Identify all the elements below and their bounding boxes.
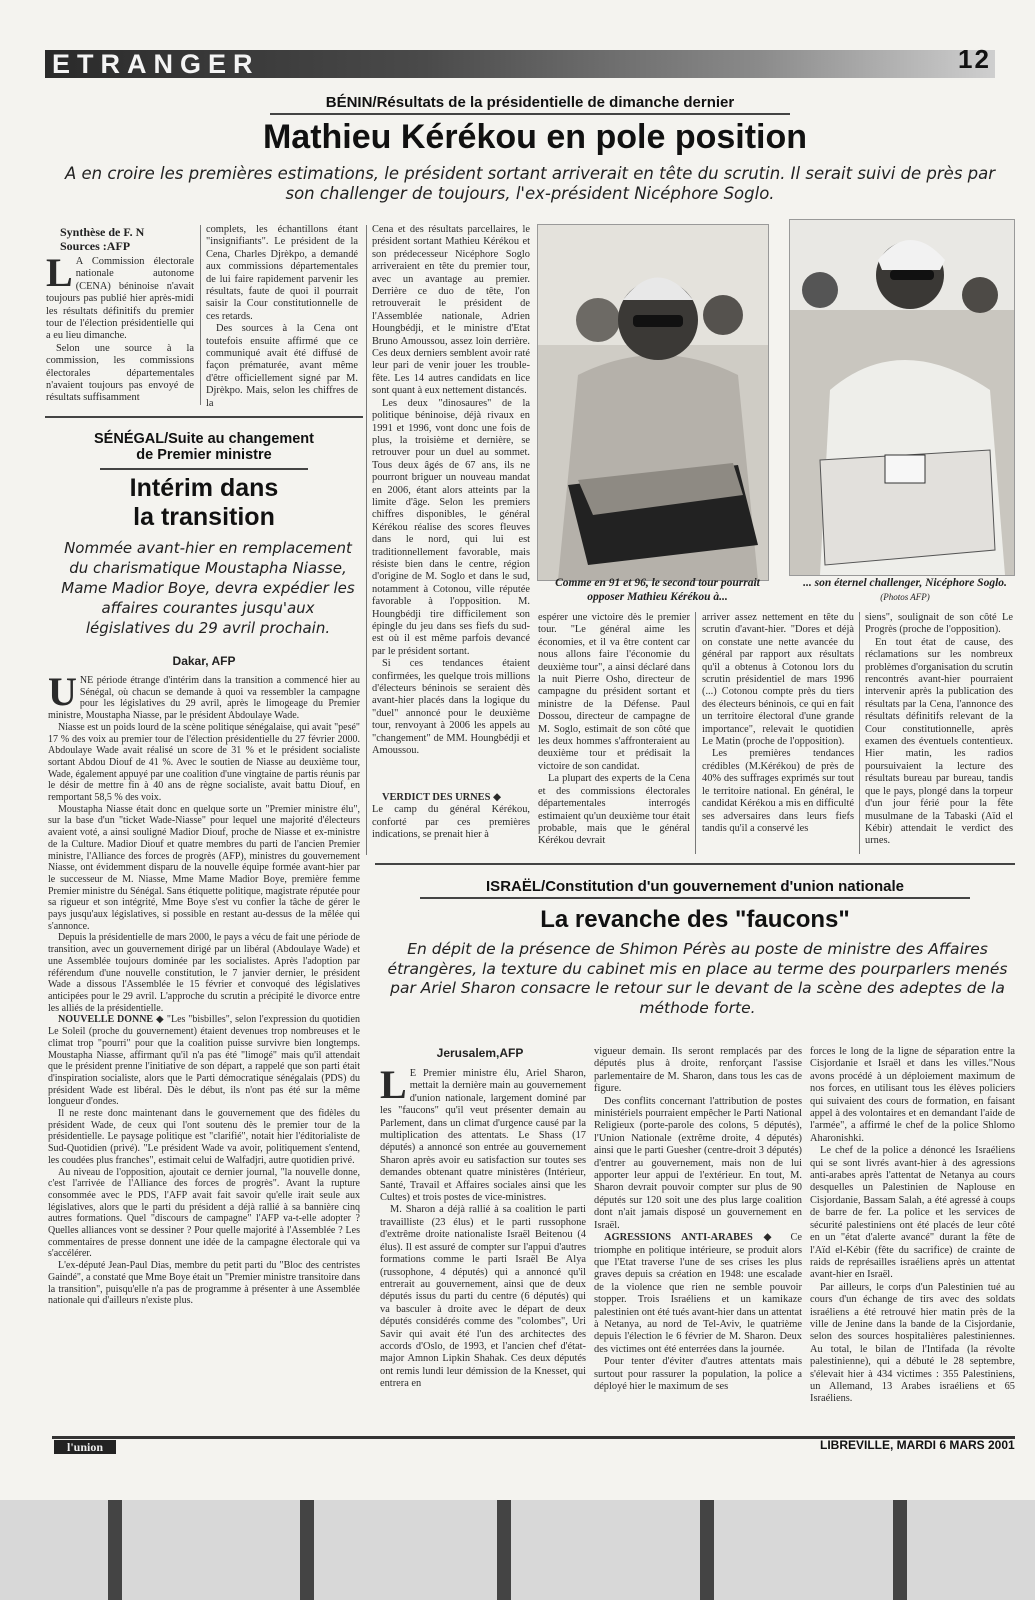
senegal-headline-line-1: Intérim dans (129, 474, 279, 502)
soglo-caption-text: ... son éternel challenger, Nicéphore Soglo. (803, 577, 1007, 589)
paragraph: "Les "bisbilles", selon l'expression du quotidien Le Soleil (proche du gouvernement) étaient devenues trop nombreuses et le climat trop "pourri" pour que la coalition puisse survivre bien longtemps. Moustapha Niasse, affirmant qu'il n'a pas été "limogé" mais qu'il attendait que le président prenne l'initiative de son départ, a rappelé que son parti était d'inspiration socialiste, alors que le Parti démocratique sénégalais (PDS) du président Wade est libéral. Dès le début, ils n'ont pas été sur la même longueur d'ondes. (48, 1014, 360, 1108)
scan-shadow (700, 1500, 714, 1600)
scan-shadow (108, 1500, 122, 1600)
subhead-verdict: VERDICT DES URNES (382, 792, 491, 803)
paragraph: M. Sharon a déjà rallié à sa coalition le parti travailliste (23 élus) et le parti russophone d'extrême droite nationaliste Israël Beitenou (4 élus). Il est assuré de compter sur l'appui d'autres formations comme le parti Israël Be Alya (russophone, 4 députés) qui a annoncé qu'il entrerait au gouvernement, ainsi que de deux députés issus du parti du centre (6 députés) qui va basculer à droite avec le départ de deux députés considérés comme des "colombes", Uri Savir qui avait été l'un des architectes des accords d'Oslo, de 1993, et l'ancien chef d'état-major Amnon Lipkin Shahak. Ces deux députés ont remis lundi leur démission de la Knesset, qui entrera en (380, 1204, 586, 1390)
paragraph: Les deux "dinosaures" de la politique béninoise, déjà rivaux en 1991 et 1996, vont donc une fois de plus, la troisième et dernière, se retrouver pour un duel au sommet. Tous deux âgés de 67 ans, ils ne pourront briguer un nouveau mandat en 2006, étant alors atteints par la limite d'âge. Selon les premiers chiffres disponibles, le général Kérékou réalise des scores fleuves dans le nord, qui lui est traditionnellement favorable, mais résiste bien dans le centre, région d'origine de M. Soglo et dans le sud, notamment à Cotonou, ville réputée favorable à l'opposition. M. Houngbédji tire difficilement son épingle du jeu dans ses fiefs du sud-est où il est même parfois devancé par le président sortant. (372, 397, 530, 657)
paragraph: Cena et des résultats parcellaires, le président sortant Mathieu Kérékou et son prédecesseur Nicéphore Soglo arriveraient en tête du premier tour, avec un avantage au premier. Derrière ce duo de tête, l'on retrouverait le président de l'Assemblée nationale, Adrien Houngbédji, et le ministre d'Etat Bruno Amoussou, assez loin derrière. Ces deux derniers semblent avoir raté leur pari de venir jouer les trouble-fête. Les 14 autres candidats en lice sont quant à eux nettement distancés. (372, 224, 530, 397)
scan-shadow (300, 1500, 314, 1600)
column-divider (200, 225, 201, 405)
paragraph: UNE période étrange d'intérim dans la transition a commencé hier au Sénégal, où chacun se demande à quoi va ressembler la campagne pour les législatives du 29 avril, après le limogeage du Premier ministre, Moustapha Niasse, par le président Abdoulaye Wade. (48, 669, 360, 722)
kerekou-photo (537, 224, 769, 581)
israel-dateline: Jerusalem,AFP (436, 1046, 524, 1060)
kerekou-photo-caption: Comme en 91 et 96, le second tour pourrait opposer Mathieu Kérékou à... (555, 577, 760, 603)
senegal-dateline: Dakar, AFP (172, 654, 236, 668)
senegal-deck: Nommée avant-hier en remplacement du charismatique Moustapha Niasse, Mame Madior Boye, devra expédier les affaires courantes jusqu'aux législatives du 29 avril prochain. (61, 539, 355, 637)
paragraph: Niasse est un poids lourd de la scène politique sénégalaise, qui avait "pesé" 17 % des voix au premier tour de l'élection présidentielle du 27 février 2000. Abdoulaye Wade avait réalisé un score de 31 % et le président socialiste sortant Abdou Diouf de 41 %. Avec le soutien de Niasse au deuxième tour, Wade, également appuyé par une coalition d'une vingtaine de partis réunis par le désir de mettre fin à 40 ans de règne socialiste, avait battu Diouf, en remportant 58,5 % des voix. (48, 721, 360, 804)
senegal-kicker-rule (100, 468, 308, 470)
paragraph: complets, les échantillons étant "insignifiants". Le président de la Cena, Charles Djrèkpo, a demandé aux commissions départementales de lui faire rapidement parvenir les résultats, faute de quoi il pourrait saisir la Cour constitutionnelle de ces retards. (206, 224, 358, 322)
subhead-nouvelle-donne: NOUVELLE DONNE (58, 1014, 154, 1026)
israel-headline: La revanche des "faucons" (540, 906, 850, 933)
benin-deck: A en croire les premières estimations, le président sortant arriverait en tête du scrutin. Il serait suivi de près par son challenger de toujours, l'ex-président Nicéphore Soglo. (64, 164, 996, 203)
israel-column-2: vigueur demain. Ils seront remplacés par des députés plus à droite, renforçant l'assise parlementaire de M. Sharon, dans tous les cas de figure. Des conflits concernant l'attribution de postes ministériels pourraient empêcher le Parti National Religieux (porte-parole des colons, 5 députés), l'Union Nationale (extrême droite, 4 députés) ainsi que le parti Guesher (centre-droit 3 députés) d'entrer au gouvernement, mais non de lui apporter leur appui de l'extérieur. En tout, M. Sharon devrait pouvoir compter sur plus de 90 députés sur 120 soit une des plus large coalition dont n'ait jamais disposé un gouvernement en Israël. AGRESSIONS ANTI-ARABES ◆ Ce triomphe en politique intérieure, se produit alors que l'Etat traverse l'une de ses crises les plus graves depuis sa création en 1948: une escalade de la violence que rien ne semble pouvoir stopper. Trois Israéliens et un kamikaze palestinien ont été tués avant-hier dans un attentat à Netanya, au nord de Tel-Aviv, le quatrième depuis l'élection le 6 février de M. Sharon. Deux des victimes ont été enterrées dans la journée. Pour tenter d'éviter d'autres attentats mais surtout pour rassurer la population, la police a déployé hier le maximum de ses (594, 1046, 803, 1392)
israel-column-3 (810, 1046, 1015, 1405)
israel-top-rule (375, 863, 1015, 865)
paragraph: Selon une source à la commission, les commissions électorales départementales n'avaient toujours pas envoyé de résultats suffisamment (46, 342, 194, 404)
senegal-headline (45, 474, 363, 532)
senegal-kicker-line-2: de Premier ministre (136, 447, 272, 463)
senegal-body: UNE période étrange d'intérim dans la transition a commencé hier au Sénégal, où chacun se demande à quoi va ressembler la campagne pour les législatives du 29 avril, après le limogeage du Premier ministre, Moustapha Niasse, par le président Abdoulaye Wade. Niasse est un poids lourd de la scène politique sénégalaise, qui avait "pesé" 17 % des voix au premier tour de l'élection présidentielle du 27 février 2000. Abdoulaye Wade avait réalisé un score de 31 % et le président socialiste sortant Abdou Diouf de 41 %. Avec le soutien de Niasse au deuxième tour, Wade, également appuyé par une coalition d'une vingtaine de partis réunis par le désir de mettre fin à 40 ans de règne socialiste, avait battu Diouf, en remportant 58,5 % des voix. Moustapha Niasse était donc en quelque sorte un "Premier ministre élu", sur la base d'un "ticket Wade-Niasse" pour lequel une majorité d'électeurs avaient voté, a ainsi souligné Madior Diouf, proche de Niasse et ex-ministre de la Culture. Madior Diouf et quatre membres du parti de l'ancien Premier ministre, l'Alliance des forces de progrès (AFP), ministres du gouvernement Niasse, ont évidemment disparu de la nouvelle équipe formée avant-hier par le successeur de M. Niasse, Mme Mame Madior Boye, première femme Premier ministre du Sénégal. Sans étiquette politique, magistrate réputée pour sa rigueur et son intégrité, Mme Boye s'est vu confier la tâche de gérer le pays jusqu'aux législatives, si possible en restant au-dessus de la mêlée qui s'annonce. Depuis la présidentielle de mars 2000, le pays a vécu de fait une période de transition, avec un gouvernement dirigé par un libéral (Abdoulaye Wade) et une Assemblée toujours dominée par les socialistes. Après l'adoption par référendum d'une nouvelle constitution, le 7 janvier dernier, le président Wade a dissous l'Assemblée le 15 février et convoqué des législatives anticipées pour le 29 avril. L'approche du scrutin a précipité le divorce entre les alliés de la présidentielle. NOUVELLE DONNE ◆ "Les "bisbilles", selon l'expression du quotidien Le Soleil (proche du gouvernement) étaient devenues trop nombreuses et le climat trop "pourri" pour que la coalition puisse survivre bien longtemps. Moustapha Niasse, affirmant qu'il n'a pas été "limogé" mais qu'il attendait que le président prenne l'initiative de son départ, a rappelé que son parti était d'inspiration socialiste, alors que le Parti démocratique sénégalais (PDS) du président Wade est libéral. Dès le début, ils n'ont pas été sur la même longueur d'ondes. Il ne reste donc maintenant dans le gouvernement que des fidèles du président Wade, de ceux qui l'ont soutenu dès le premier tour de la présidentielle. Le paysage politique est "clarifié", notait hier l'éditorialiste de Sud-Quotidien (privé). "Le président Wade va avoir, politiquement s'entend, les coudées plus franches", estimait celui de Walfadjri, autre quotidien privé. Au niveau de l'opposition, ajoutait ce dernier journal, "la nouvelle donne, c'est l'arrivée de l'Alliance des forces de progrès". Avant la rupture consommée avec le PDS, l'AFP avait fait savoir qu'elle irait seule aux législatives, alors que le parti du président a déjà rallié à sa bannière cinq autres formations. Quel "discours de campagne" l'AFP va-t-elle adopter ? Quelles alliances vont se dessiner ? Pour quelle majorité à l'Assemblée ? Les commentaires de presse donnent une idée de la campagne électorale qui va s'accélérer. L'ex-député Jean-Paul Dias, membre du petit parti du "Bloc des centristes Gaindé", a constaté que Mme Boye était un "Premier ministre transitoire dans la transition", puisqu'elle n'a pas de programme à présenter à une Assemblée nationale qui d'ailleurs n'existe plus. (48, 669, 360, 1307)
column-divider (366, 225, 367, 855)
paragraph: La plupart des experts de la Cena et des commissions électorales départementales interrogés estimaient qu'un deuxième tour était probable, mais que le général Kérékou devrait (538, 773, 690, 847)
paragraph: Moustapha Niasse était donc en quelque sorte un "Premier ministre élu", sur la base d'un "ticket Wade-Niasse" pour lequel une majorité d'électeurs avaient voté, a ainsi souligné Madior Diouf, proche de Niasse et ex-ministre de la Culture. Madior Diouf et quatre membres du parti de l'ancien Premier ministre, l'Alliance des forces de progrès (AFP), ministres du gouvernement Niasse, ont évidemment disparu de la nouvelle équipe formée avant-hier par le successeur de M. Niasse, Mme Mame Madior Boye, première femme Premier ministre du Sénégal. Sans étiquette politique, magistrate réputée pour sa rigueur et son intégrité, Mme Boye s'est vu confier la tâche de gérer le pays jusqu'aux législatives, si possible en restant au-dessus de la mêlée qui s'annonce. (48, 803, 360, 932)
senegal-top-rule (45, 416, 363, 418)
paragraph: Ce triomphe en politique intérieure, se produit alors que l'Etat traverse l'une de ses crises les plus graves depuis sa création en 1948: une escalade de la violence que rien ne semble pouvoir stopper. Trois Israéliens et un kamikaze palestinien ont été tués avant-hier dans un attentat à Netanya, au nord de Tel-Aviv, le quatrième depuis l'élection le 6 février de M. Sharon. Deux des victimes ont été enterrées dans la journée. (594, 1232, 803, 1355)
benin-column-1 (46, 250, 194, 404)
senegal-kicker (45, 431, 363, 463)
benin-column-5 (702, 612, 854, 856)
benin-kicker: BÉNIN/Résultats de la présidentielle de dimanche dernier (325, 94, 735, 111)
israel-column-1 (380, 1062, 586, 1396)
column-divider (695, 612, 696, 854)
footer-date: LIBREVILLE, MARDI 6 MARS 2001 (820, 1438, 1015, 1452)
paragraph: L'ex-député Jean-Paul Dias, membre du petit parti du "Bloc des centristes Gaindé", a constaté que Mme Boye était un "Premier ministre transitoire dans la transition", puisqu'elle n'a pas de programme à présenter à une Assemblée nationale qui d'ailleurs n'existe plus. (48, 1260, 360, 1307)
paragraph: Le camp du général Kérékou, conforté par ces premières indications, se prenait hier à (372, 804, 530, 841)
paragraph: arriver assez nettement en tête du scrutin d'avant-hier. "Dores et déjà on constate une nette avancée du général par rapport aux résultats qu'il a obtenus à Cotonou lors du scrutin présidentiel de mars 1996 (...) Cotonou compte près du tiers des électeurs béninois, ce qui en fait un territoire électoral d'une grande importance", relevait le quotidien Le Matin (proche de l'opposition). (702, 612, 854, 748)
benin-byline (60, 225, 190, 253)
section-title: ETRANGER (52, 49, 260, 79)
paragraph: Des sources à la Cena ont toutefois ensuite affirmé que ce communiqué avait été diffusé de façon prématurée, avant même d'être officiellement signé par M. Djrèkpo. Mais, selon les chiffres de la (206, 323, 358, 409)
paragraph: En tout état de cause, des réclamations sur les nombreux problèmes d'organisation du scrutin rencontrés avant-hier pourraient intervenir après la publication des résultats par la Cena, l'annonce des résultats définitifs relevant de la Cour constitutionnelle, après examen des éventuels contentieux. Hier matin, les radios poursuivaient la lecture des résultats bureau par bureau, tandis que le pays, plongé dans la torpeur d'un jour férié pour la fête musulmane de la Tabaski (Aïd el Kébir) attendait le verdict des urnes. (865, 636, 1013, 847)
benin-headline: Mathieu Kérékou en pole position (262, 118, 808, 156)
benin-column-6 (865, 612, 1013, 856)
paragraph: Pour tenter d'éviter d'autres attentats mais surtout pour rassurer la population, la police a déployé hier le maximum de ses (594, 1356, 802, 1392)
paragraph: espérer une victoire dès le premier tour. "Le général aime les économies, et il va être content car nous allons faire l'économie du deuxième tour", a ainsi déclaré dans la nuit Pierre Osho, directeur de campagne du président sortant et ministre de la Défense. Paul Dossou, directeur de campagne de M. Soglo, estimait de son côté que les deux hommes s'affronteraient au deuxième tour et prédisait la victoire de son candidat. (538, 612, 690, 772)
israel-deck: En dépit de la présence de Shimon Pérès au poste de ministre des Affaires étrangères, la texture du cabinet mis en place au terme des pourparlers menés par Ariel Sharon consacre le retour sur le devant de la scène des adeptes de la méthode forte. (387, 940, 1008, 1017)
paragraph: Par ailleurs, le corps d'un Palestinien tué au cours d'un échange de tirs avec des soldats israéliens a été retrouvé hier matin près de la ville de Jenine dans la bande de la Cisjordanie, selon des sources hospitalières palestiniennes. Au total, le bilan de l'Intifada (la révolte palestinienne), qui a débuté le 28 septembre, s'élevait hier à 434 victimes : 355 Palestiniens, un Allemand, 13 Arabes israéliens et 65 Israéliens. (810, 1281, 1015, 1405)
paragraph: siens", soulignait de son côté Le Progrès (proche de l'opposition). (865, 612, 1013, 636)
subhead-agressions: AGRESSIONS ANTI-ARABES (604, 1232, 753, 1244)
paragraph: Des conflits concernant l'attribution de postes ministériels pourraient empêcher le Parti National Religieux (porte-parole des colons, 5 députés), l'Union Nationale (extrême droite, 4 députés) ainsi que le parti Guesher (centre-droit 3 députés) d'entrer au gouvernement, mais non de lui apporter leur appui de l'extérieur. En tout, M. Sharon devrait pouvoir compter sur plus de 90 députés sur 120 soit une des plus large coalition dont n'ait jamais disposé un gouvernement en Israël. (594, 1095, 802, 1231)
paragraph: Si ces tendances étaient confirmées, les quelque trois millions d'électeurs béninois se seraient dès avant-hier placés dans la logique du "duel" annoncé pour le deuxième tour, renvoyant à 2006 les appels au "changement" de MM. Houngbédji et Amoussou. (372, 658, 530, 757)
soglo-photo-illustration (790, 220, 1014, 575)
column-divider (859, 612, 860, 854)
senegal-kicker-line-1: SÉNÉGAL/Suite au changement (94, 431, 314, 447)
benin-column-4 (538, 612, 690, 856)
scan-shadow (893, 1500, 907, 1600)
benin-byline-source: Sources :AFP (60, 239, 131, 253)
paragraph: Il ne reste donc maintenant dans le gouvernement que des fidèles du président Wade, de ceux qui l'ont soutenu dès le premier tour de la présidentielle. Le paysage politique est "clarifié", notait hier l'éditorialiste de Sud-Quotidien (privé). "Le président Wade va avoir, politiquement s'entend, les coudées plus franches", estimait celui de Walfadjri, autre quotidien privé. (48, 1108, 360, 1166)
benin-column-3 (372, 224, 530, 790)
photo-credit: (Photos AFP) (880, 592, 930, 602)
scan-background (0, 1500, 1035, 1600)
soglo-photo-caption (800, 576, 1010, 604)
israel-kicker-rule (420, 897, 970, 899)
paragraph: Les premières tendances crédibles (M.Kérékou) de près de 40% des suffrages exprimés sur tout le territoire national. En général, le candidat Kérékou a mis en difficulté ses adversaires dans leurs fiefs tandis qu'il a conservé les (702, 748, 854, 834)
paragraph: forces le long de la ligne de séparation entre la Cisjordanie et Israël et dans les villes."Nous avons procédé à un déploiement maximum de nos forces, en utilisant tous les élèves policiers qui suivaient des cours de formation, en faisant appel à des volontaires et en demandant l'aide de l'armée", a affirmé le chef de la police Shlomo Aharonishki. (810, 1046, 1015, 1144)
paragraph: Depuis la présidentielle de mars 2000, le pays a vécu de fait une période de transition, avec un gouvernement dirigé par un libéral (Abdoulaye Wade) et une Assemblée toujours dominée par les socialistes. Après l'adoption par référendum d'une nouvelle constitution, le 7 janvier dernier, le président Wade a dissous l'Assemblée le 15 février et convoqué des législatives anticipées pour le 29 avril. L'approche du scrutin a précipité le divorce entre les alliés de la présidentielle. (48, 932, 360, 1014)
benin-column-3-verdict: VERDICT DES URNES ◆ Le camp du général Kérékou, conforté par ces premières indications, se prenait hier à (372, 792, 530, 841)
soglo-photo (789, 219, 1015, 576)
paragraph: LA Commission électorale nationale autonome (CENA) béninoise n'avait toujours pas publié hier après-midi les résultats définitifs du premier tour de l'élection présidentielle qui a eu lieu dimanche. (46, 250, 194, 342)
paragraph: vigueur demain. Ils seront remplacés par des députés plus à droite, renforçant l'assise parlementaire de M. Sharon, dans tous les cas de figure. (594, 1046, 802, 1095)
paragraph: Au niveau de l'opposition, ajoutait ce dernier journal, "la nouvelle donne, c'est l'arrivée de l'Alliance des forces de progrès". Avant la rupture consommée avec le PDS, l'AFP avait fait savoir qu'elle irait seule aux législatives, alors que le parti du président a déjà rallié à sa bannière cinq autres formations. Quel "discours de campagne" l'AFP va-t-elle adopter ? Quelles alliances vont se dessiner ? Pour quelle majorité à l'Assemblée ? Les commentaires de presse donnent une idée de la campagne électorale qui va s'accélérer. (48, 1166, 360, 1260)
paragraph: Le chef de la police a dénoncé les Israéliens qui se sont livrés avant-hier à des agressions anti-arabes après l'attentat de Netanya au cours desquelles un Palestinien de Naplouse en Cisjordanie, Bassam Salah, a été agressé à coups de barre de fer. La police et les services de sécurité palestiniens ont été placés de leur côté en un "état d'alerte avancé" durant la fête de l'Aïd el-Kébir (fête du sacrifice) de crainte de raids de représailles israéliens après un attentat avant-hier en Israël. (810, 1145, 1015, 1281)
benin-kicker-rule (270, 113, 790, 115)
kerekou-photo-illustration (538, 225, 768, 580)
israel-kicker: ISRAËL/Constitution d'un gouvernement d'union nationale (486, 878, 904, 895)
scan-shadow (497, 1500, 511, 1600)
senegal-headline-line-2: la transition (133, 503, 275, 531)
benin-column-2 (206, 224, 358, 409)
newspaper-logo: l'union (54, 1440, 116, 1454)
benin-byline-author: Synthèse de F. N (60, 225, 145, 239)
paragraph: LE Premier ministre élu, Ariel Sharon, mettait la dernière main au gouvernement d'union nationale, largement dominé par les "faucons" qu'il veut présenter demain au Parlement, dans un climat d'urgence causé par la multiplication des attentats. Le Shass (17 députés) a annoncé son entrée au gouvernement Sharon après avoir eu satisfaction sur toutes ses demandes obtenant quatre ministères (Intérieur, Santé, Travail et Affaires sociales ainsi que les Cultes) et trois postes de vice-ministres. (380, 1062, 586, 1204)
page-number: 12 (958, 44, 991, 74)
